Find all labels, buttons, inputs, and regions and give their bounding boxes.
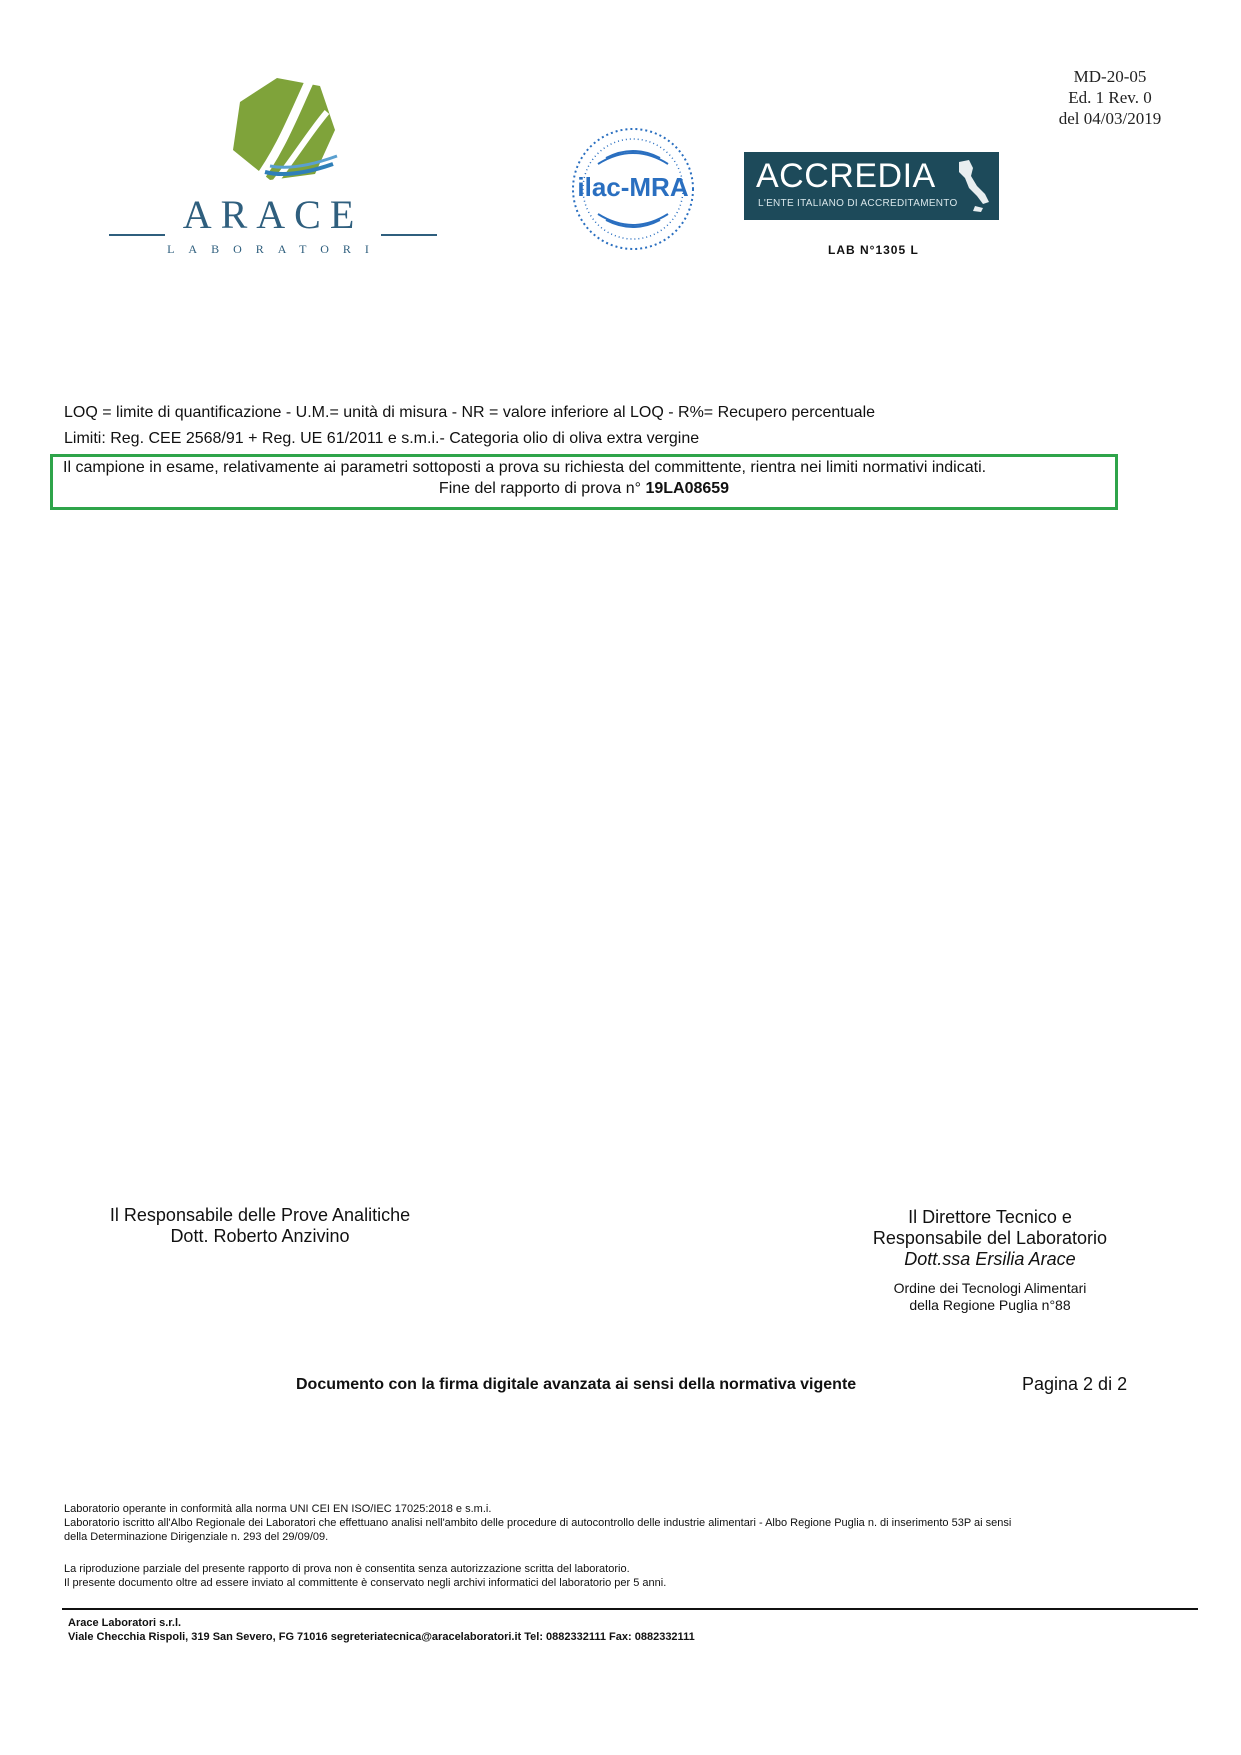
company-address: Viale Checchia Rispoli, 319 San Severo, FG 71016 segreteriatecnica@aracelaboratori.it Tel: 0882332111 Fax: 0882332111 — [68, 1631, 695, 1643]
footer-divider — [62, 1608, 1198, 1610]
right-signer-role-2: Responsabile del Laboratorio — [872, 1228, 1108, 1248]
ilac-seal-icon — [570, 124, 696, 254]
footer-line-3: della Determinazione Dirigenziale n. 293 del 29/09/09. — [64, 1531, 329, 1543]
report-end-line — [53, 480, 1115, 498]
document-code-block — [1000, 66, 1220, 129]
arace-hexagon-icon — [105, 72, 435, 192]
signature-right — [840, 1207, 1140, 1314]
footer-line-2: Laboratorio iscritto all'Albo Regionale dei Laboratori che effettuano analisi nell'ambito delle procedure di autocontrollo delle industrie alimentari - Albo Regione Puglia n. di inserimento 53P ai sensi — [64, 1517, 1012, 1529]
footer-line-1: Laboratorio operante in conformità alla norma UNI CEI EN ISO/IEC 17025:2018 e s.m.i. — [64, 1503, 492, 1515]
accredia-title: ACCREDIA — [756, 157, 936, 195]
right-signer-role-1: Il Direttore Tecnico e — [908, 1207, 1072, 1227]
arace-logo — [105, 72, 435, 262]
right-signer-order — [840, 1280, 1140, 1314]
lab-number: LAB N°1305 L — [828, 243, 919, 257]
right-signer-order-1: Ordine dei Tecnologi Alimentari — [893, 1280, 1087, 1296]
conclusion-box — [50, 454, 1118, 510]
arace-wordmark: ARACE — [182, 192, 364, 237]
report-number: 19LA08659 — [645, 480, 730, 497]
report-end-label: Fine del rapporto di prova n° — [438, 480, 641, 497]
signature-left — [90, 1205, 430, 1247]
doc-date: del 04/03/2019 — [1058, 109, 1162, 128]
arace-subtitle: LABORATORI — [167, 242, 383, 256]
limits-text: Limiti: Reg. CEE 2568/91 + Reg. UE 61/2011 e s.m.i.- Categoria olio di oliva extra vergine — [64, 430, 700, 447]
footer-reproduction — [64, 1562, 1144, 1590]
italy-map-icon — [953, 158, 991, 214]
page-number: Pagina 2 di 2 — [1022, 1374, 1128, 1394]
ilac-mra-logo — [570, 124, 696, 254]
doc-code: MD-20-05 — [1073, 67, 1147, 86]
company-info — [68, 1616, 695, 1644]
ilac-text: ilac-MRA — [577, 172, 689, 202]
left-signer-name: Dott. Roberto Anzivino — [170, 1226, 350, 1246]
accredia-logo — [744, 152, 999, 220]
company-name: Arace Laboratori s.r.l. — [68, 1617, 182, 1629]
legend-text: LOQ = limite di quantificazione - U.M.= unità di misura - NR = valore inferiore al LOQ - R%= Recupero percentuale — [64, 404, 876, 421]
left-signer-role: Il Responsabile delle Prove Analitiche — [109, 1205, 411, 1225]
right-signer-order-2: della Regione Puglia n°88 — [909, 1297, 1071, 1313]
footer-compliance — [64, 1502, 1144, 1544]
right-signer-name: Dott.ssa Ersilia Arace — [904, 1249, 1076, 1269]
accredia-subtitle: L'ENTE ITALIANO DI ACCREDITAMENTO — [758, 198, 958, 209]
doc-edition: Ed. 1 Rev. 0 — [1068, 88, 1152, 107]
footer-line-5: Il presente documento oltre ad essere inviato al committente è conservato negli archivi informatici del laboratorio per 5 anni. — [64, 1577, 667, 1589]
footer-line-4: La riproduzione parziale del presente rapporto di prova non è consentita senza autorizzazione scritta del laboratorio. — [64, 1563, 630, 1575]
conclusion-text: Il campione in esame, relativamente ai parametri sottoposti a prova su richiesta del committente, rientra nei limiti normativi indicati. — [63, 459, 987, 476]
digital-signature-note: Documento con la firma digitale avanzata ai sensi della normativa vigente — [296, 1376, 857, 1393]
